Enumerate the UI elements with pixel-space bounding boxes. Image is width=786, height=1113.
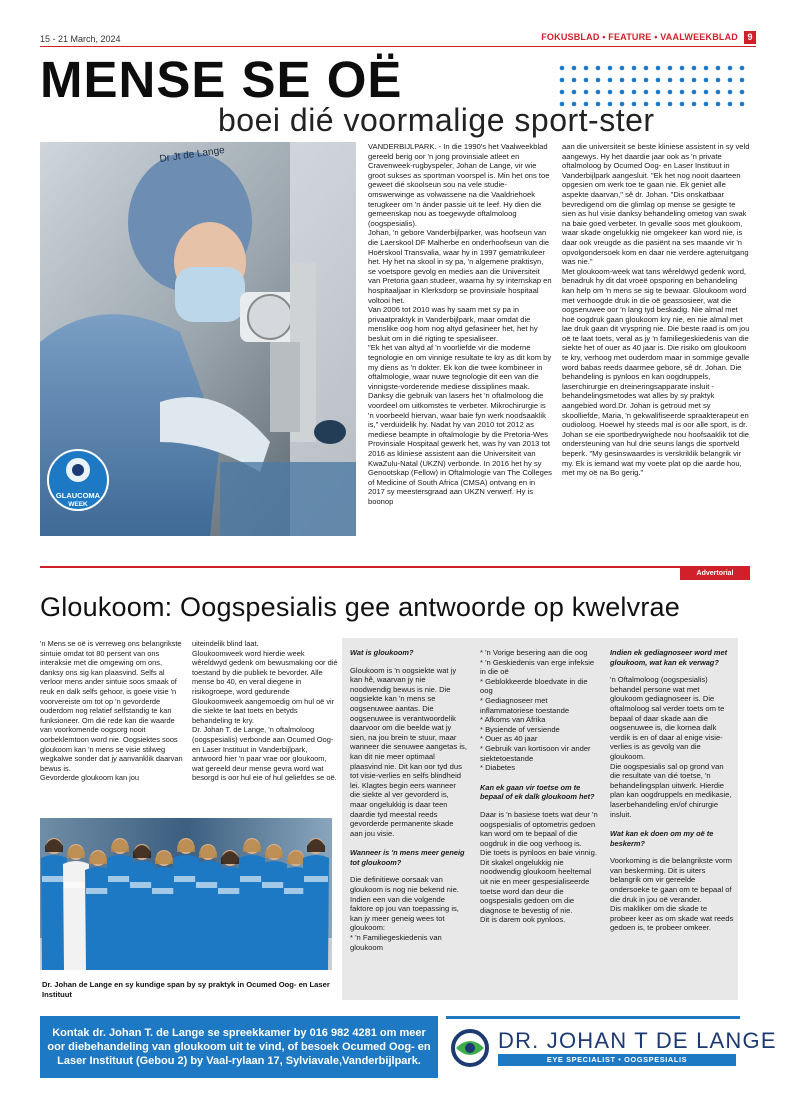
team-member-figure — [129, 844, 155, 970]
decorative-dot — [728, 66, 733, 71]
decorative-dot — [632, 90, 637, 95]
decorative-dot — [620, 90, 625, 95]
decorative-dot — [728, 90, 733, 95]
feature-column-1: VANDERBIJLPARK. - In die 1990's het Vaalweekblad gereeld berig oor 'n jong provinsiale atleet en Cravenweek-rugbyspeler, Johan de Lange, vir wie groot sukses as sportman voorspel is. Min het ons toe geweet dié skoolseun sou na vele studie-omswerwinge as volwassene na die Vaaldriehoek terugkeer om 'n ánder passie uit te leef. Hy dien die gemeenskap nou as toegewyde oftalmoloog (oogspesialis). Johan, 'n gebore Vanderbijlparker, was hoofseun van die Laerskool DF Malherbe en onderhoofseun van die Hoërskool Transvalia, waar hy in 1997 gematrikuleer het. Hy het na skool in sy pa, 'n algemene praktisyn, se voetspore gevolg en medies aan die Universiteit van Pretoria gaan studeer, waarna hy sy internskap en hospitaaljaar in Klerksdorp se provinsiale hospitaal voltooi het. Van 2006 tot 2010 was hy saam met sy pa in privaatpraktyk in Vanderbijlpark, maar omdat die menslike oog hom nog altyd gefasineer het, het hy besluit om in dié rigting te spesialiseer. "Ek het van altyd af 'n voorliefde vir die moderne tegnologie en om vinnige resultate te kry as dit kom by my diens as 'n dokter. Ek kon die twee kombineer in oftalmologie, waar nuwe tegnologie dit een van die vinnigste-vorderende mediese dissiplines maak. Danksy die gebruik van lasers het 'n oftalmoloog die voordeel om uitkomstes te verbeter. Mikrochirurgie is 'n voorbeeld hiervan, waar baie fyn werk noodsaaklik is," verduidelik hy. Nadat hy van 2010 tot 2012 as mediese beampte in oftalmologie by die Pretoria-Wes Provinsiale Hospitaal gewerk het, was hy van 2013 tot 2016 as kliniese assistent aan die Universiteit van KwaZulu-Natal (UKZN) verbonde. In 2016 het hy sy Genootskap (Fellow) in Oftalmologie van The Colleges of Medicine of South Africa (CMSA) ontvang en in 2017 sy meestersgraad aan UKZN verwerf. Hy is boonop — [368, 142, 552, 506]
decorative-dot — [692, 102, 697, 107]
decorative-dot — [584, 66, 589, 71]
decorative-dot — [740, 102, 745, 107]
decorative-dot — [644, 90, 649, 95]
decorative-dot — [668, 78, 673, 83]
decorative-dot — [680, 102, 685, 107]
decorative-dot — [716, 102, 721, 107]
decorative-dot — [668, 90, 673, 95]
team-member-figure — [239, 838, 265, 970]
decorative-dot — [584, 78, 589, 83]
faq-question: Indien ek gediagnoseer word met gloukoom, wat kan ek verwag? — [610, 648, 728, 667]
team-member-figure — [303, 838, 329, 970]
decorative-dot — [560, 66, 565, 71]
team-member-figure — [195, 844, 221, 970]
section-label: FOKUSBLAD • FEATURE • VAALWEEKBLAD — [541, 32, 738, 42]
decorative-dot — [704, 78, 709, 83]
faq-answer: 'n Oftalmoloog (oogspesialis) behandel persone wat met gloukoom gediagnoseer is. Die oftalmoloog sal verder toets om te bepaal of daar skade aan die oogsenuwee is, die kornea dalk verdik is en of daar al enige visie-verlies is as gevolg van die gloukoom. Die oogspesialis sal op grond van die resultate van dié toetse, 'n behandelingsplan uitwerk. Hierdie plan kan oogdruppels en medikasie, laserbehandeling en/of chirurgie insluit. — [610, 675, 732, 819]
faq-column-3 — [610, 648, 734, 933]
decorative-dot — [632, 66, 637, 71]
header-rule — [40, 46, 756, 47]
faq-answer: Daar is 'n basiese toets wat deur 'n oogspesialis of optometris gedoen kan word om te bepaal of die oogdruk in die oog verhoog is. Die toets is pynloos en baie vinnig. Dit skakel ongelukkig nie noodwendig gloukoom heeltemal uit nie en meer gespesialiseerde toetse word dan deur die oogspesialis gedoen om die diagnose te bevestig of nie. Dit is darem ook pynloos. — [480, 809, 598, 925]
decorative-dot — [728, 102, 733, 107]
decorative-dot — [656, 90, 661, 95]
decorative-dot — [704, 66, 709, 71]
decorative-dot — [644, 78, 649, 83]
decorative-dot — [668, 66, 673, 71]
advertorial-tag: Advertorial — [680, 568, 750, 580]
team-member-figure — [107, 838, 133, 970]
logo-name: DR. JOHAN T DE LANGE — [498, 1028, 777, 1053]
decorative-dot — [740, 78, 745, 83]
team-photo — [40, 818, 332, 970]
decorative-dot — [704, 90, 709, 95]
decorative-dot — [644, 66, 649, 71]
decorative-dot — [704, 102, 709, 107]
decorative-dot — [608, 90, 613, 95]
decorative-dot — [656, 102, 661, 107]
decorative-dot — [560, 78, 565, 83]
feature-title: MENSE SE OË — [40, 51, 403, 108]
decorative-dot — [608, 66, 613, 71]
advertorial-headline: Gloukoom: Oogspesialis gee antwoorde op kwelvrae — [40, 592, 680, 622]
decorative-dot — [716, 90, 721, 95]
page-number: 9 — [744, 31, 756, 44]
svg-text:Dr Jt de Lange: Dr Jt de Lange — [158, 144, 226, 165]
decorative-dot — [596, 78, 601, 83]
badge-line-2: WEEK — [68, 501, 88, 508]
advertorial-rule — [40, 566, 750, 568]
faq-answer: Voorkoming is die belangrikste vorm van beskerming. Dit is uiters belangrik om vir gereelde ondersoeke te gaan om te bepaal of die druk in jou oë verander. Dis makliker om die skade te probeer keer as om skade wat reeds gedoen is, te probeer omkeer. — [610, 856, 734, 933]
issue-date: 15 - 21 March, 2024 — [40, 34, 121, 44]
decorative-dot — [560, 90, 565, 95]
decorative-dot — [716, 66, 721, 71]
decorative-dot — [608, 78, 613, 83]
faq-answer: Die definitiewe oorsaak van gloukoom is nog nie bekend nie. Indien een van die volgende faktore op jou van toepassing is, kan jy meer geneig wees tot gloukoom: * 'n Familiegeskiedenis van gloukoom — [350, 875, 459, 952]
decorative-dot — [572, 90, 577, 95]
team-member-figure — [261, 844, 287, 970]
decorative-dot — [596, 66, 601, 71]
contact-banner: Kontak dr. Johan T. de Lange se spreekkamer by 016 982 4281 om meer oor diebehandeling van gloukoom uit te vind, of besoek Ocumed Oog- en Laser Instituut (Gebou 2) by Vaal-rylaan 17, Sylviavale,Vanderbijlpark. — [40, 1016, 438, 1078]
faq-question: Wanneer is 'n mens meer geneig tot gloukoom? — [350, 848, 465, 867]
team-member-figure — [63, 844, 89, 970]
decorative-dot — [632, 78, 637, 83]
surgeon-photo — [40, 142, 356, 536]
faq-column-2 — [480, 648, 598, 925]
decorative-dot — [692, 66, 697, 71]
decorative-dot — [680, 66, 685, 71]
faq-question: Wat kan ek doen om my oë te beskerm? — [610, 829, 714, 848]
decorative-dot — [692, 90, 697, 95]
decorative-dot — [656, 66, 661, 71]
risk-factor-list: * 'n Vorige besering aan die oog * 'n Geskiedenis van erge infeksie in die oë * Geblokkeerde bloedvate in die oog * Gediagnoseer met inflammatoriese toestande * Afkoms van Afrika * Bysiende of versiende * Ouer as 40 jaar * Gebruik van kortisoon vir ander siektetoestande * Diabetes — [480, 648, 595, 773]
team-member-figure — [173, 838, 199, 970]
team-photo-caption: Dr. Johan de Lange en sy kundige span by sy praktyk in Ocumed Oog- en Laser Instituut — [42, 980, 330, 999]
decorative-dot — [572, 78, 577, 83]
decorative-dot — [680, 90, 685, 95]
decorative-dot — [572, 66, 577, 71]
faq-question: Kan ek gaan vir toetse om te bepaal of ek dalk gloukoom het? — [480, 782, 595, 802]
badge-line-1: GLAUCOMA — [55, 491, 101, 500]
decorative-dot — [656, 78, 661, 83]
decorative-dot — [740, 90, 745, 95]
decorative-dot — [620, 66, 625, 71]
decorative-dot — [692, 78, 697, 83]
decorative-dot — [596, 90, 601, 95]
decorative-dot — [728, 78, 733, 83]
faq-answer: Gloukoom is 'n oogsiekte wat jy kan hê, waarvan jy nie noodwendig bewus is nie. Die oogsiekte kan 'n mens se oogsenuwee aantas. Die oogsenuwee is verantwoordelik daarvoor om die beelde wat jy sien, na jou brein te stuur, maar wanneer die senuwee aangetas is, kan dit nie meer optimaal plaasvind nie. Dit kan oor tyd dus tot visie-verlies en selfs blindheid lei. Klagtes begin eers wanneer die siekte al ver gevorderd is, maar ongelukkig is daar teen daardie tyd meestal reeds gevorderde permanente skade aan jou visie. — [350, 665, 467, 838]
team-member-figure — [41, 838, 67, 970]
decorative-dot — [668, 102, 673, 107]
faq-column-1 — [350, 648, 468, 952]
decorative-dot — [620, 78, 625, 83]
feature-column-2: aan die universiteit se beste kliniese assistent in sy veld aangewys. Hy het daardie jaar ook as 'n private oftalmoloog by Ocumed Oog- en Laser Instituut in Vanderbijlpark aangesluit. "Ek het nog nooit daarteen opgesien om werk toe te gaan nie. Ek geniet alle aspekte daarvan," sê dr. Johan. "Dis onskatbaar bevredigend om die glimlag op mense se gesigte te sien as hul visie danksy behandeling ometog van swak na baie goed verbeter. In gevalle soos met gloukoom, waar skade ongelukkig nie omgekeer kan word nie, is daar ook vreugde as die pasiënt na ses maande vir 'n opvolgondersoek kom en daar nie verdere agteruitgang was nie." Met gloukoom-week wat tans wêreldwyd gedenk word, benadruk hy dit dat vroeë opsporing en behandeling kan help om 'n mens se sig te bewaar. Gloukoom word met verhoogde druk in die oë geassosieer, wat die oogsenuwee oor 'n lang tyd beskadig. Nie almal met hoë oogdruk gaan gloukoom kry nie, en nie almal met lae druk gaan dit vryspring nie. Die beste raad is om jou oë te laat toets, veral as jy 'n familiegeskiedenis van die siekte het of ouer as 40 jaar is. Die risiko om gloukoom te kry, verhoog met ouderdom maar in sommige gevalle word babas reeds daarmee gebore, sê dr. Johan. Die behandeling is pynloos en kan oogdruppels, laserchirurgie en dreineringsapparate insluit - behandelingsmetodes wat alles by sy praktyk aangebied word.Dr. Johan is getroud met sy skoolliefde, Maria, 'n gekwalifiseerde spraakterapeut en oudioloog. Hoewel hy steeds mal is oor alle sport, is dr. Johan se eie sportbedrywighede nou hoofsaaklik tot die ondersteuning van hul drie seuns langs die sportveld beperk. "My gesinswaardes is verskriklik belangrik vir my. Ek is iemand wat my voete plat op die aarde hou, met my oë na Bo gerig." — [562, 142, 750, 478]
decorative-dot — [680, 78, 685, 83]
decorative-dot — [740, 66, 745, 71]
feature-subtitle: boei dié voormalige sport-ster — [218, 102, 655, 138]
decorative-dot — [584, 90, 589, 95]
faq-question: Wat is gloukoom? — [350, 648, 414, 657]
logo-tagline: EYE SPECIALIST • OOGSPESIALIS — [498, 1054, 736, 1066]
advertorial-body-1: 'n Mens se oë is verreweg ons belangrikste sintuie omdat tot 80 persent van ons interaksie met die omgewing om ons, danksy ons sig kan plaasvind. Selfs al verloor mens ander sintuie soos smaak of reuk en dalk selfs gehoor, is goeie visie 'n voorvereiste om tot op 'n gevorderde ouderdom nog relatief selfstandig te kan funksioneer. Om dié rede kan die waarde van voorkomende oogsorg nooit oorbeklemtoon word nie. Oogsiektes soos gloukoom kan 'n mens se visie stilweg wegkalwe sonder dat jy aanvanklik daarvan bewus is. Gevorderde gloukoom kan jou — [40, 639, 183, 783]
advertorial-body-2: uiteindelik blind laat. Gloukoomweek word hierdie week wêreldwyd gedenk om bewusmaking oor dié toestand by die publiek te bevorder. Alle mense bo 40, en veral diegene in risikogroepe, word gedurende Gloukoomweek aangemoedig om hul oë vir die siekte te laat toets en betyds behandeling te kry. Dr. Johan T. de Lange, 'n oftalmoloog (oogspesialis) verbonde aan Ocumed Oog- en Laser Instituut in Vanderbijlpark, antwoord hier 'n paar vrae oor gloukoom, wat gereeld deur mense gevra word wat besorgd is oor hul eie of hul geliefdes se oë. — [192, 639, 338, 783]
decorative-dot — [716, 78, 721, 83]
